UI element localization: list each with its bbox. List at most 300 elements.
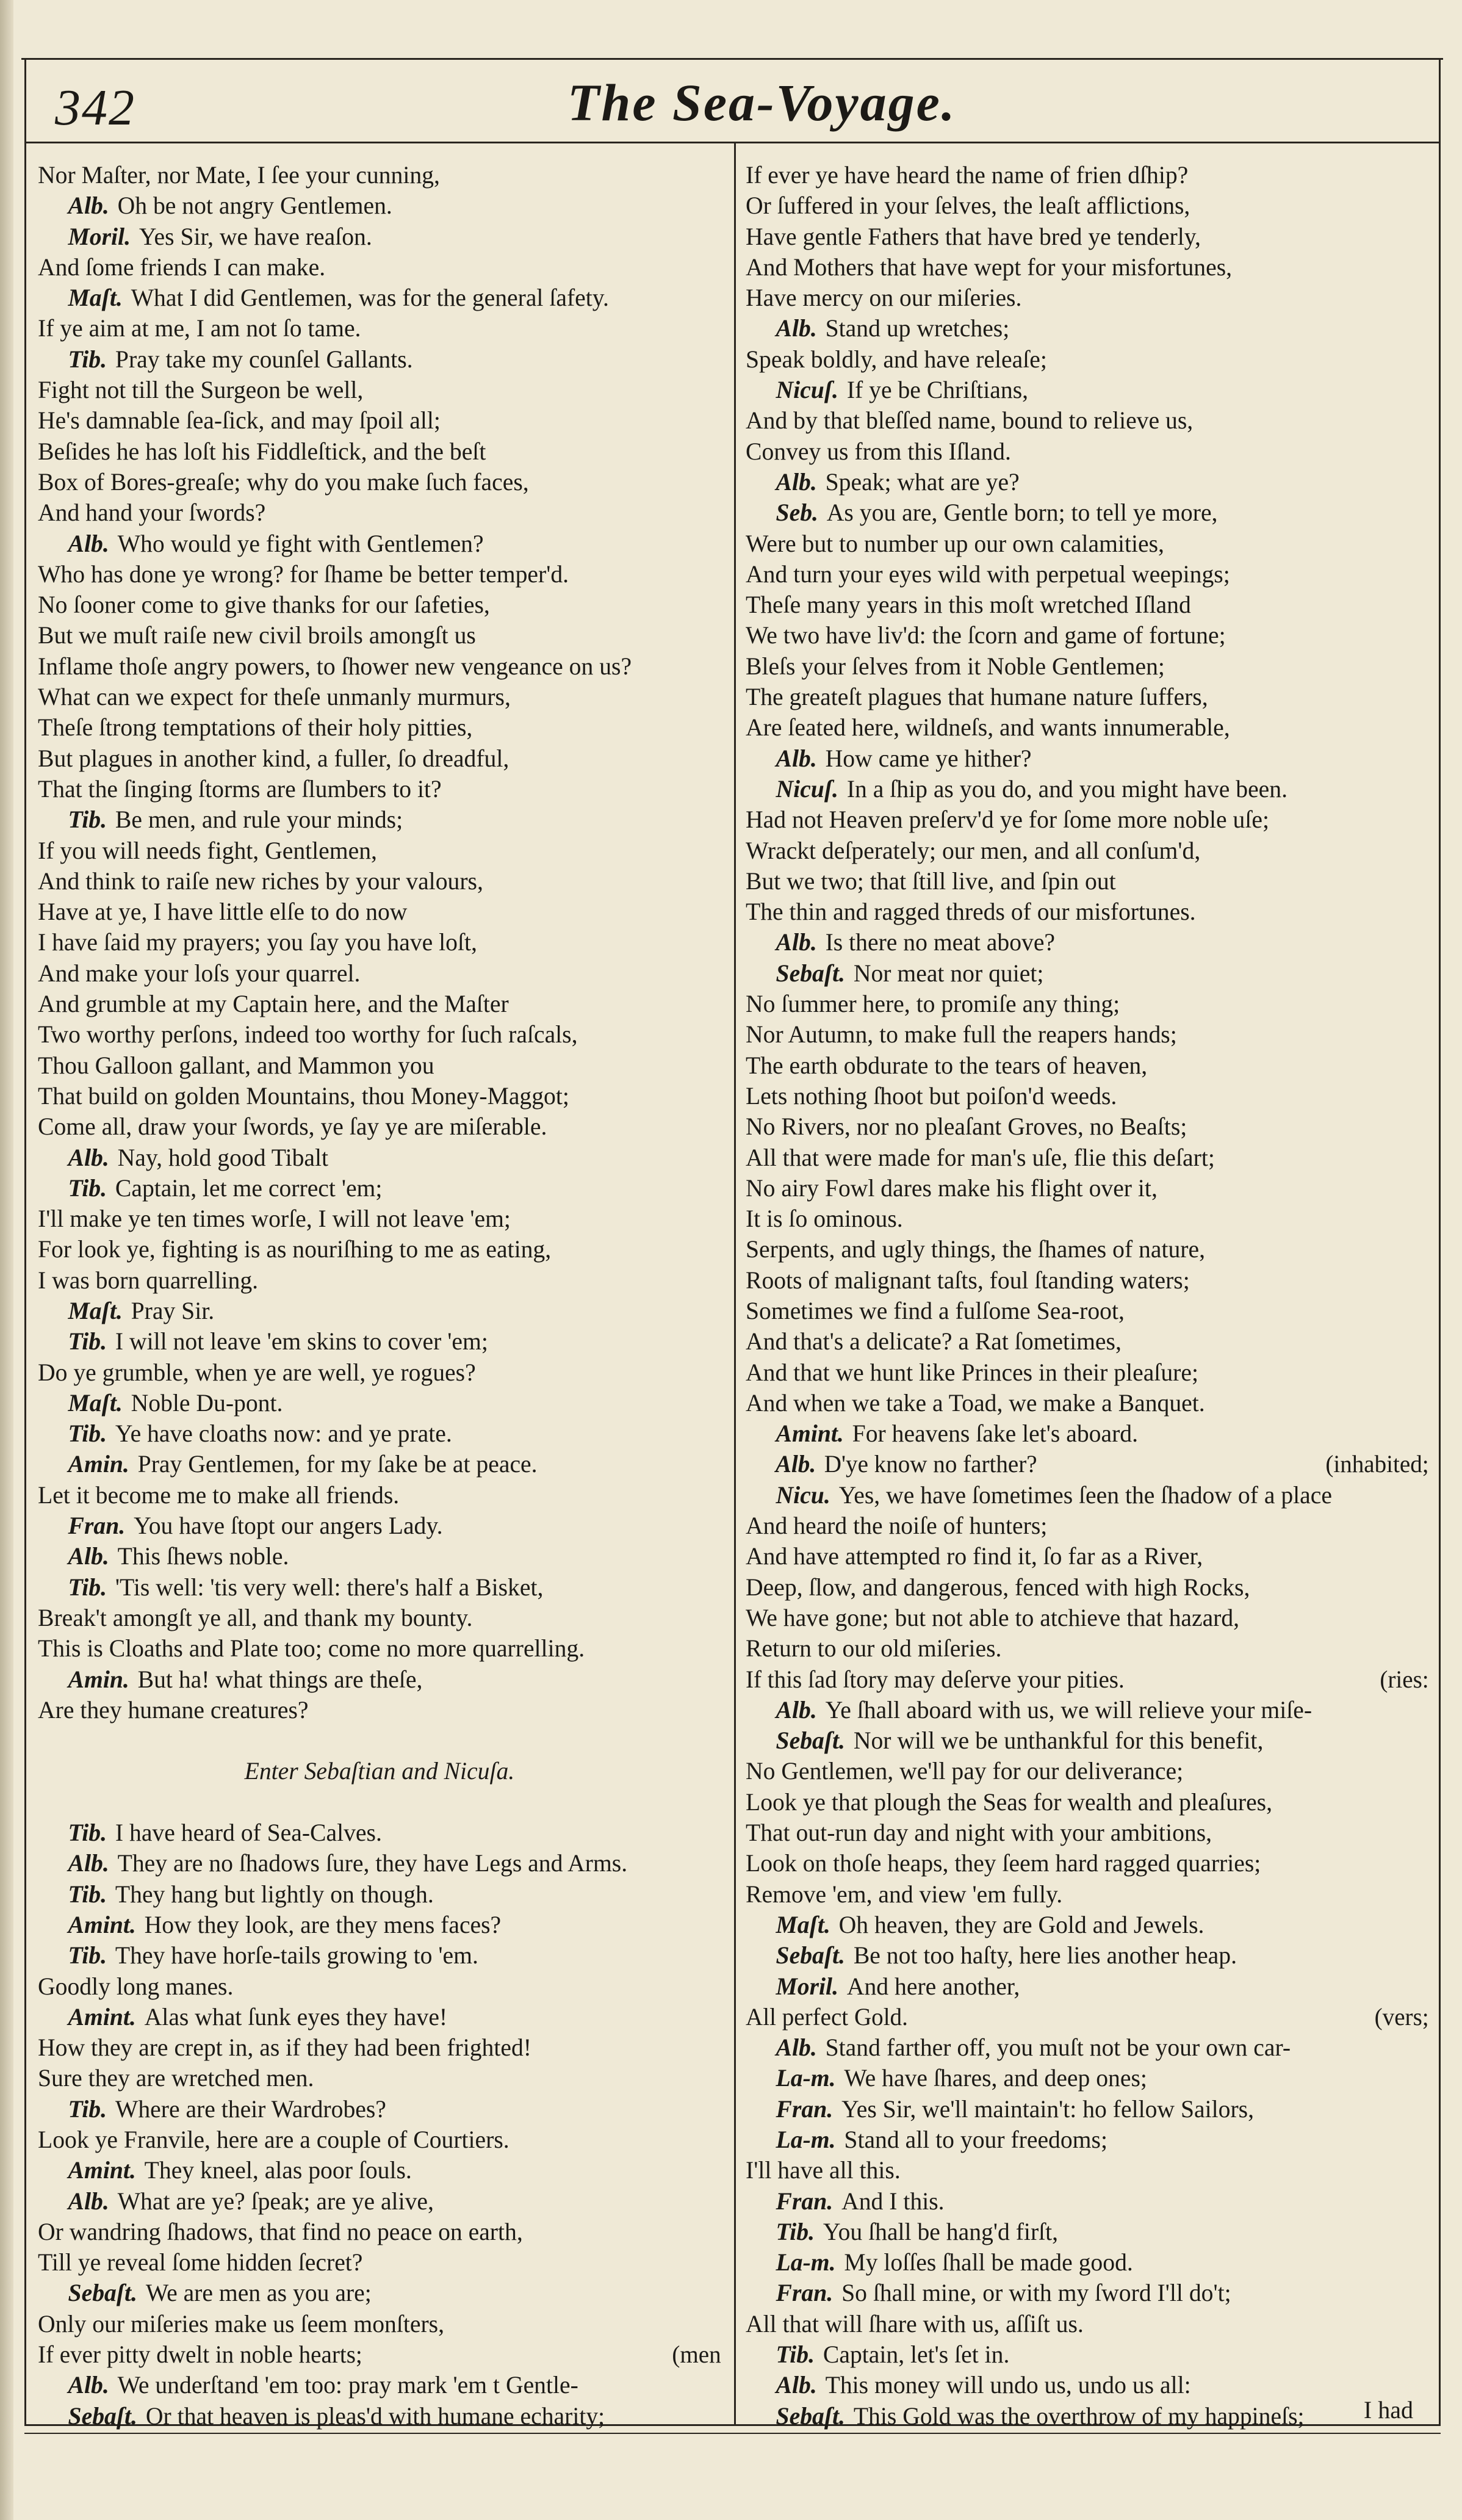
dialogue-text: That build on golden Mountains, thou Money-Maggot;	[38, 1081, 569, 1110]
dialogue-text: Had not Heaven preſerv'd ye for ſome more noble uſe;	[746, 806, 1269, 834]
dialogue-text: Break't amongſt ye all, and thank my bounty.	[38, 1603, 473, 1631]
dialogue-text: Remove 'em, and view 'em fully.	[746, 1880, 1063, 1908]
text-line	[38, 590, 721, 620]
speaker-name: Tib.	[68, 1573, 107, 1601]
text-line	[746, 1848, 1429, 1879]
text-line	[38, 405, 721, 436]
catchword: I had	[1363, 2396, 1413, 2424]
text-line	[38, 1296, 721, 1326]
text-line	[38, 1234, 721, 1265]
text-line	[746, 1050, 1429, 1081]
dialogue-text: Nor Maſter, nor Mate, I ſee your cunning,	[38, 161, 440, 189]
text-line	[746, 958, 1429, 989]
dialogue-text: Deep, ſlow, and dangerous, fenced with high Rocks,	[746, 1573, 1250, 1601]
speaker-name: La-m.	[776, 2248, 836, 2276]
speaker-name: Amint.	[68, 2002, 136, 2031]
text-line	[746, 1081, 1429, 1111]
dialogue-text: That out-run day and night with your ambitions,	[746, 1819, 1212, 1847]
text-line	[746, 1940, 1429, 1971]
text-line	[38, 958, 721, 989]
dialogue-text: Sure they are wretched men.	[38, 2064, 314, 2092]
speaker-name: Sebaſt.	[776, 959, 845, 987]
text-line	[38, 1480, 721, 1511]
text-line	[746, 1173, 1429, 1204]
dialogue-text: What can we expect for theſe unmanly murmurs,	[38, 683, 511, 711]
dialogue-text: If ye be Chriſtians,	[846, 376, 1029, 404]
speaker-name: Tib.	[68, 1819, 107, 1847]
dialogue-text: Yes Sir, we have reaſon.	[139, 222, 372, 250]
dialogue-text: Let it become me to make all friends.	[38, 1481, 400, 1509]
dialogue-text: Nor will we be unthankful for this benefit,	[853, 1727, 1264, 1755]
speaker-name: Sebaſt.	[776, 1941, 845, 1969]
text-line	[38, 774, 721, 804]
text-line	[746, 927, 1429, 958]
dialogue-text: Speak; what are ye?	[825, 468, 1020, 496]
dialogue-text: D'ye know no farther?	[824, 1450, 1037, 1478]
text-line	[38, 1695, 721, 1725]
text-line	[746, 590, 1429, 620]
text-line	[746, 1541, 1429, 1572]
text-line	[38, 497, 721, 528]
speaker-name: Amint.	[68, 1910, 136, 1938]
text-line	[38, 344, 721, 375]
text-line	[38, 1818, 721, 1848]
text-line	[38, 1111, 721, 1142]
speaker-name: Tib.	[68, 1327, 107, 1356]
speaker-name: Fran.	[776, 2187, 834, 2215]
text-line	[38, 1940, 721, 1971]
text-line	[38, 897, 721, 927]
dialogue-text: Or wandring ſhadows, that find no peace on earth,	[38, 2217, 523, 2245]
dialogue-text: Wrackt deſperately; our men, and all conſum'd,	[746, 836, 1201, 864]
dialogue-text: Two worthy perſons, indeed too worthy for ſuch raſcals,	[38, 1020, 578, 1049]
dialogue-text: And hand your ſwords?	[38, 499, 266, 527]
dialogue-text: This Gold was the overthrow of my happineſs;	[853, 2402, 1305, 2430]
dialogue-text: Ye have cloaths now: and ye prate.	[115, 1420, 452, 1448]
speaker-name: La-m.	[776, 2126, 836, 2153]
dialogue-text: Who has done ye wrong? for ſhame be better temper'd.	[38, 560, 569, 588]
dialogue-text: Noble Du-pont.	[131, 1388, 283, 1417]
speaker-name: Alb.	[776, 928, 817, 956]
text-line	[746, 2032, 1429, 2063]
dialogue-text: Speak boldly, and have releaſe;	[746, 345, 1047, 373]
dialogue-text: How they look, are they mens faces?	[144, 1910, 502, 1938]
text-line	[746, 1971, 1429, 2002]
speaker-name: Sebaſt.	[68, 2279, 137, 2307]
speaker-name: Seb.	[776, 499, 818, 527]
text-line	[746, 651, 1429, 682]
text-line	[746, 2309, 1429, 2339]
text-line	[746, 804, 1429, 835]
stage-direction: Enter Sebaſtian and Nicuſa.	[244, 1757, 515, 1785]
dialogue-text: Captain, let's ſet in.	[823, 2341, 1010, 2369]
dialogue-text: I'll make ye ten times worſe, I will not leave 'em;	[38, 1205, 511, 1233]
dialogue-text: All that will ſhare with us, aſſiſt us.	[746, 2309, 1084, 2338]
dialogue-text: And grumble at my Captain here, and the Maſter	[38, 990, 509, 1018]
text-line	[38, 1081, 721, 1111]
text-line	[746, 2339, 1429, 2370]
speaker-name: Maſt.	[68, 1388, 123, 1417]
text-line	[38, 1388, 721, 1418]
dialogue-text: Lets nothing ſhoot but poiſon'd weeds.	[746, 1081, 1117, 1110]
text-line	[746, 252, 1429, 283]
dialogue-text: If ever pitty dwelt in noble hearts;	[38, 2341, 362, 2369]
dialogue-text: Oh heaven, they are Gold and Jewels.	[838, 1910, 1205, 1938]
text-line	[746, 1357, 1429, 1388]
text-line	[746, 1818, 1429, 1848]
text-line	[746, 1234, 1429, 1265]
text-line	[38, 682, 721, 712]
speaker-name: Amint.	[68, 2156, 136, 2184]
speaker-name: Nicuſ.	[776, 376, 838, 404]
speaker-name: Sebaſt.	[776, 1727, 845, 1755]
dialogue-text: We have ſhares, and deep ones;	[844, 2064, 1147, 2092]
dialogue-text: And when we take a Toad, we make a Banquet.	[746, 1388, 1205, 1417]
speaker-name: Alb.	[775, 1450, 816, 1478]
dialogue-text: I was born quarrelling.	[38, 1266, 259, 1294]
text-line	[38, 2094, 721, 2125]
text-line	[38, 989, 721, 1019]
text-line	[38, 1143, 721, 1173]
text-line	[38, 743, 721, 774]
text-line	[38, 1265, 721, 1296]
text-line	[38, 529, 721, 559]
text-line	[38, 222, 721, 252]
left-border-rule	[24, 58, 26, 2426]
dialogue-text: I'll have all this.	[746, 2156, 901, 2184]
speaker-name: Alb.	[776, 468, 817, 496]
text-line	[38, 1848, 721, 1879]
dialogue-text: That the ſinging ſtorms are ſlumbers to it?	[38, 774, 442, 803]
dialogue-text: And I this.	[841, 2187, 945, 2215]
dialogue-text: The earth obdurate to the tears of heaven,	[746, 1051, 1148, 1079]
dialogue-text: Roots of malignant taſts, foul ſtanding waters;	[746, 1266, 1190, 1294]
dialogue-text: And here another,	[846, 1972, 1020, 2000]
text-line	[38, 2247, 721, 2278]
dialogue-text: Be not too haſty, here lies another heap.	[853, 1941, 1237, 1969]
text-line	[746, 375, 1429, 405]
speaker-name: Alb.	[776, 1695, 817, 1724]
text-line	[746, 160, 1429, 190]
text-line	[38, 2063, 721, 2093]
speaker-name: Alb.	[68, 192, 109, 220]
dialogue-text: If you will needs fight, Gentlemen,	[38, 836, 377, 864]
text-line	[38, 651, 721, 682]
text-line	[38, 1879, 721, 1910]
dialogue-text: But ha! what things are theſe,	[137, 1665, 423, 1693]
text-line	[746, 2247, 1429, 2278]
speaker-name: Tib.	[68, 1174, 107, 1202]
text-line	[746, 2002, 1429, 2032]
dialogue-text: Nor meat nor quiet;	[853, 959, 1044, 987]
text-line	[38, 375, 721, 405]
text-line	[38, 804, 721, 835]
text-line	[38, 2125, 721, 2155]
dialogue-text: If this ſad ſtory may deſerve your pities.	[746, 1665, 1125, 1693]
text-line	[746, 1910, 1429, 1940]
text-line	[38, 836, 721, 866]
text-line	[38, 866, 721, 897]
top-border-rule	[21, 58, 1443, 60]
dialogue-text: They hang but lightly on though.	[115, 1880, 434, 1908]
text-line	[38, 1449, 721, 1479]
text-line	[38, 1725, 721, 1756]
speaker-name: Tib.	[776, 2217, 815, 2245]
text-line	[746, 2125, 1429, 2155]
text-line	[38, 2309, 721, 2339]
dialogue-text: Oh be not angry Gentlemen.	[117, 192, 392, 220]
speaker-name: La-m.	[776, 2064, 836, 2092]
dialogue-text: No Gentlemen, we'll pay for our deliverance;	[746, 1757, 1184, 1785]
bottom-border-rule-double	[24, 2433, 1441, 2434]
dialogue-text: You ſhall be hang'd firſt,	[823, 2217, 1059, 2245]
speaker-name: Alb.	[68, 1143, 109, 1171]
speaker-name: Fran.	[776, 2279, 834, 2307]
running-title: The Sea-Voyage.	[567, 73, 957, 132]
text-line	[746, 1296, 1429, 1326]
text-line	[38, 1910, 721, 1940]
speaker-name: Sebaſt.	[68, 2402, 137, 2430]
dialogue-text: Serpents, and ugly things, the ſhames of nature,	[746, 1235, 1206, 1263]
text-line	[38, 2032, 721, 2063]
text-line	[746, 1756, 1429, 1786]
turnover-text: (inhabited;	[1325, 1450, 1429, 1478]
text-line	[746, 897, 1429, 927]
dialogue-text: Are they humane creatures?	[38, 1695, 309, 1724]
dialogue-text: In a ſhip as you do, and you might have been.	[846, 774, 1287, 803]
speaker-name: Alb.	[776, 314, 817, 342]
dialogue-text: Sometimes we find a fulſome Sea-root,	[746, 1296, 1125, 1324]
dialogue-text: It is ſo ominous.	[746, 1205, 903, 1233]
text-line	[746, 1787, 1429, 1818]
text-line	[38, 252, 721, 283]
dialogue-text: No ſummer here, to promiſe any thing;	[746, 990, 1120, 1018]
dialogue-text: Yes, we have ſometimes ſeen the ſhadow of a place	[838, 1481, 1332, 1509]
right-text-column	[746, 160, 1435, 2432]
text-line	[38, 2401, 721, 2432]
text-line	[746, 1633, 1429, 1664]
text-line	[746, 2217, 1429, 2247]
speaker-name: Maſt.	[68, 284, 123, 312]
dialogue-text: Come all, draw your ſwords, ye ſay ye are miſerable.	[38, 1113, 547, 1141]
dialogue-text: They kneel, alas poor ſouls.	[144, 2156, 412, 2184]
dialogue-text: This ſhews noble.	[117, 1542, 289, 1570]
dialogue-text: This money will undo us, undo us all:	[825, 2371, 1191, 2399]
speaker-name: Fran.	[776, 2095, 834, 2123]
text-line	[746, 1725, 1429, 1756]
speaker-name: Tib.	[68, 1941, 107, 1969]
text-line	[38, 467, 721, 497]
dialogue-text: No airy Fowl dares make his flight over it,	[746, 1174, 1158, 1202]
text-line	[746, 620, 1429, 651]
speaker-name: Nicu.	[776, 1481, 830, 1509]
dialogue-text: I will not leave 'em skins to cover 'em;	[115, 1327, 488, 1356]
speaker-name: Tib.	[68, 1420, 107, 1448]
right-border-rule	[1439, 58, 1441, 2426]
page-gutter-shadow	[0, 0, 13, 2520]
text-line	[746, 2094, 1429, 2125]
text-line	[38, 1756, 721, 1786]
text-line	[746, 2278, 1429, 2308]
speaker-name: Amint.	[776, 1420, 844, 1448]
dialogue-text: The thin and ragged threds of our misfortunes.	[746, 898, 1196, 926]
dialogue-text: 'Tis well: 'tis very well: there's half a Bisket,	[115, 1573, 544, 1601]
dialogue-text: How they are crept in, as if they had been frighted!	[38, 2034, 532, 2062]
dialogue-text: Captain, let me correct 'em;	[115, 1174, 383, 1202]
text-line	[746, 1418, 1429, 1449]
text-line	[38, 1357, 721, 1388]
speaker-name: Fran.	[68, 1512, 126, 1540]
dialogue-text: Only our miſeries make us ſeem monſters,	[38, 2309, 445, 2338]
dialogue-text: And have attempted ro find it, ſo far as a River,	[746, 1542, 1203, 1570]
text-line	[38, 2278, 721, 2308]
dialogue-text: Box of Bores-greaſe; why do you make ſuch faces,	[38, 468, 529, 496]
dialogue-text: Or that heaven is pleas'd with humane echarity;	[145, 2402, 605, 2430]
text-line	[746, 1572, 1429, 1603]
dialogue-text: My loſſes ſhall be made good.	[844, 2248, 1133, 2276]
speaker-name: Alb.	[776, 744, 817, 772]
page-number: 342	[55, 79, 135, 136]
speaker-name: Amin.	[68, 1450, 129, 1478]
text-line	[746, 1326, 1429, 1357]
dialogue-text: Look ye Franvile, here are a couple of Courtiers.	[38, 2126, 510, 2153]
dialogue-text: We underſtand 'em too: pray mark 'em t Gentle-	[117, 2371, 578, 2399]
dialogue-text: Stand farther off, you muſt not be your own car-	[825, 2034, 1291, 2062]
text-line	[746, 436, 1429, 467]
text-line	[38, 712, 721, 743]
dialogue-text: For heavens ſake let's aboard.	[852, 1420, 1139, 1448]
dialogue-text: But we muſt raiſe new civil broils amongſt us	[38, 621, 476, 649]
turnover-text: (vers;	[1374, 2002, 1429, 2031]
dialogue-text: And that's a delicate? a Rat ſometimes,	[746, 1327, 1122, 1356]
speaker-name: Maſt.	[776, 1910, 830, 1938]
dialogue-text: We have gone; but not able to atchieve that hazard,	[746, 1603, 1240, 1631]
text-line	[746, 2401, 1429, 2432]
speaker-name: Alb.	[68, 529, 109, 557]
speaker-name: Moril.	[68, 222, 131, 250]
dialogue-text: How came ye hither?	[825, 744, 1032, 772]
dialogue-text: Or ſuffered in your ſelves, the leaſt afflictions,	[746, 192, 1190, 220]
text-line	[746, 1265, 1429, 1296]
text-line	[38, 559, 721, 590]
text-line	[38, 2186, 721, 2217]
speaker-name: Alb.	[68, 2371, 109, 2399]
text-line	[38, 1173, 721, 1204]
text-line	[746, 559, 1429, 590]
dialogue-text: But we two; that ſtill live, and ſpin out	[746, 867, 1116, 895]
text-line	[746, 1388, 1429, 1418]
speaker-name: Alb.	[68, 1542, 109, 1570]
text-line	[38, 190, 721, 221]
dialogue-text: They are no ſhadows ſure, they have Legs and Arms.	[117, 1849, 628, 1877]
dialogue-text: Be men, and rule your minds;	[115, 806, 403, 834]
turnover-text: (ries:	[1380, 1665, 1429, 1693]
dialogue-text: So ſhall mine, or with my ſword I'll do't;	[841, 2279, 1231, 2307]
dialogue-text: Look on thoſe heaps, they ſeem hard ragged quarries;	[746, 1849, 1261, 1877]
dialogue-text: And that we hunt like Princes in their pleaſure;	[746, 1358, 1198, 1386]
text-line	[746, 2186, 1429, 2217]
dialogue-text: Pray Gentlemen, for my ſake be at peace.	[137, 1450, 538, 1478]
speaker-name: Alb.	[776, 2034, 817, 2062]
speaker-name: Sebaſt.	[776, 2402, 845, 2430]
dialogue-text: Nor Autumn, to make full the reapers hands;	[746, 1020, 1177, 1049]
text-line	[746, 1143, 1429, 1173]
text-line	[38, 1572, 721, 1603]
text-line	[746, 866, 1429, 897]
text-line	[746, 774, 1429, 804]
dialogue-text: Have gentle Fathers that have bred ye tenderly,	[746, 222, 1201, 250]
text-line	[746, 529, 1429, 559]
dialogue-text: And make your loſs your quarrel.	[38, 959, 361, 987]
dialogue-text: We two have liv'd: the ſcorn and game of fortune;	[746, 621, 1226, 649]
text-line	[746, 1511, 1429, 1541]
dialogue-text: If ever ye have heard the name of frien dſhip?	[746, 161, 1189, 189]
dialogue-text: Stand all to your freedoms;	[844, 2126, 1107, 2153]
dialogue-text: Look ye that plough the Seas for wealth and pleaſures,	[746, 1788, 1273, 1816]
speaker-name: Tib.	[68, 2095, 107, 2123]
dialogue-text: He's damnable ſea-ſick, and may ſpoil all;	[38, 406, 441, 435]
dialogue-text: Theſe ſtrong temptations of their holy pitties,	[38, 713, 473, 742]
text-line	[38, 283, 721, 313]
text-line	[746, 1480, 1429, 1511]
text-line	[746, 190, 1429, 221]
text-line	[38, 1787, 721, 1818]
text-line	[746, 2155, 1429, 2186]
dialogue-text: For look ye, fighting is as nouriſhing to me as eating,	[38, 1235, 552, 1263]
text-line	[746, 313, 1429, 344]
dialogue-text: Convey us from this Iſland.	[746, 437, 1011, 465]
dialogue-text: What I did Gentlemen, was for the general ſafety.	[131, 284, 609, 312]
text-line	[38, 436, 721, 467]
text-line	[746, 989, 1429, 1019]
text-line	[38, 1603, 721, 1633]
dialogue-text: And think to raiſe new riches by your valours,	[38, 867, 483, 895]
dialogue-text: Is there no meat above?	[825, 928, 1056, 956]
header-rule	[24, 142, 1441, 143]
dialogue-text: And Mothers that have wept for your misfortunes,	[746, 253, 1233, 281]
dialogue-text: Till ye reveal ſome hidden ſecret?	[38, 2248, 363, 2276]
dialogue-text: Inflame thoſe angry powers, to ſhower new vengeance on us?	[38, 652, 632, 680]
text-line	[746, 405, 1429, 436]
dialogue-text: We are men as you are;	[145, 2279, 372, 2307]
dialogue-text: And heard the noiſe of hunters;	[746, 1512, 1048, 1540]
text-line	[38, 1664, 721, 1695]
dialogue-text: This is Cloaths and Plate too; come no more quarrelling.	[38, 1634, 585, 1663]
text-line	[38, 1633, 721, 1664]
text-line	[38, 1418, 721, 1449]
dialogue-text: Do ye grumble, when ye are well, ye rogues?	[38, 1358, 476, 1386]
text-line	[746, 1111, 1429, 1142]
text-line	[746, 1695, 1429, 1725]
dialogue-text: Fight not till the Surgeon be well,	[38, 376, 364, 404]
dialogue-text: Theſe many years in this moſt wretched Iſland	[746, 591, 1191, 619]
text-line	[38, 160, 721, 190]
dialogue-text: Have at ye, I have little elſe to do now	[38, 898, 408, 926]
text-line	[746, 467, 1429, 497]
text-line	[38, 2002, 721, 2032]
text-line	[746, 1603, 1429, 1633]
speaker-name: Tib.	[68, 1880, 107, 1908]
text-line	[746, 1204, 1429, 1234]
dialogue-text: Pray Sir.	[131, 1296, 215, 1324]
dialogue-text: Who would ye fight with Gentlemen?	[117, 529, 484, 557]
text-line	[38, 1511, 721, 1541]
text-line	[38, 1326, 721, 1357]
text-line	[746, 222, 1429, 252]
dialogue-text: No ſooner come to give thanks for our ſafeties,	[38, 591, 490, 619]
speaker-name: Moril.	[776, 1972, 838, 2000]
left-text-column	[38, 160, 727, 2432]
